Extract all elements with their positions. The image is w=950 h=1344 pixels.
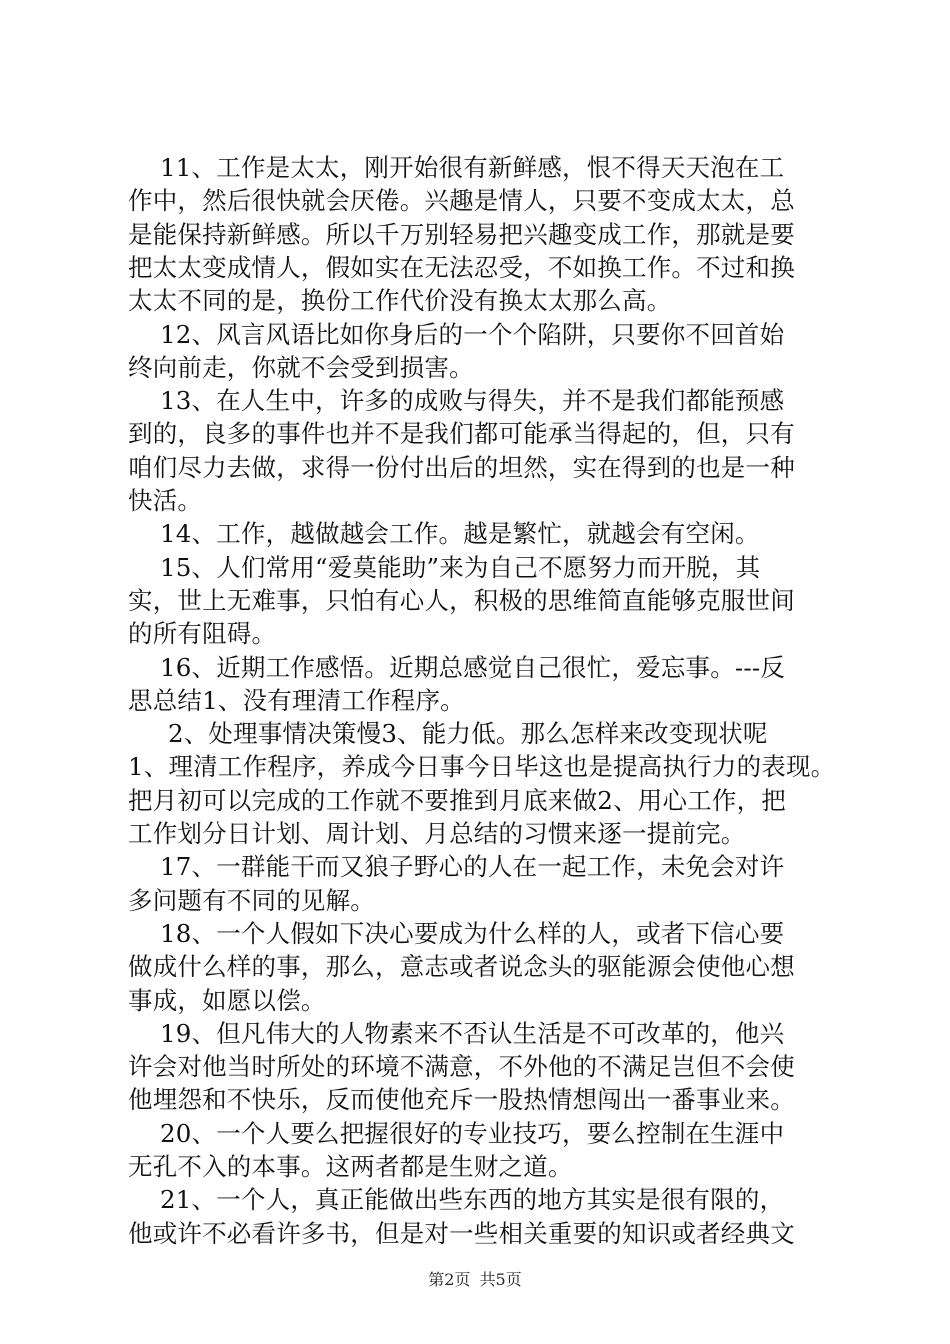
text-line: 实，世上无难事，只怕有心人，积极的思维简直能够克服世间 [128,585,795,615]
text-line: 把月初可以完成的工作就不要推到月底来做2、用心工作，把 [128,785,786,815]
text-line: 思总结1、没有理清工作程序。 [128,685,465,715]
text-line: 太太不同的是，换份工作代价没有换太太那么高。 [128,286,672,316]
text-line: 他或许不必看许多书，但是对一些相关重要的知识或者经典文 [128,1218,795,1248]
text-line: 13、在人生中，许多的成败与得失，并不是我们都能预感 [128,386,785,416]
text-line: 事成，如愿以偿。 [128,985,326,1015]
text-line: 11、工作是太太，刚开始很有新鲜感，恨不得天天泡在工 [128,153,785,182]
text-line: 终向前走，你就不会受到损害。 [128,352,474,382]
text-line: 21、一个人，真正能做出些东西的地方其实是很有限的， [128,1185,785,1215]
text-line: 20、一个人要么把握很好的专业技巧，要么控制在生涯中 [128,1118,785,1148]
text-line: 许会对他当时所处的环境不满意，不外他的不满足岂但不会使 [128,1052,795,1082]
text-line: 1、理清工作程序，养成今日事今日毕这也是提高执行力的表现。 [128,752,836,782]
text-line: 12、风言风语比如你身后的一个个陷阱，只要你不回首始 [128,319,785,349]
text-line: 15、人们常用“爱莫能助”来为自己不愿努力而开脱，其 [128,552,761,582]
text-line: 14、工作，越做越会工作。越是繁忙，就越会有空闲。 [128,519,760,549]
text-line: 快活。 [128,486,203,515]
text-line: 17、一群能干而又狼子野心的人在一起工作，未免会对许 [128,852,785,882]
text-line: 做成什么样的事，那么，意志或者说念头的驱能源会使他心想 [128,952,795,982]
text-line: 多问题有不同的见解。 [128,885,375,915]
text-line: 无孔不入的本事。这两者都是生财之道。 [128,1152,573,1181]
text-line: 19、但凡伟大的人物素来不否认生活是不可改革的，他兴 [128,1018,785,1048]
text-line: 他埋怨和不快乐，反而使他充斥一股热情想闯出一番事业来。 [128,1085,795,1115]
text-line: 工作划分日计划、周计划、月总结的习惯来逐一提前完。 [128,819,746,848]
page-total: 共5页 [479,1270,522,1289]
page-footer [0,1270,950,1290]
text-line: 2、处理事情决策慢3、能力低。那么怎样来改变现状呢 [128,719,768,749]
text-line: 作中，然后很快就会厌倦。兴趣是情人，只要不变成太太，总 [128,186,795,216]
text-line: 是能保持新鲜感。所以千万别轻易把兴趣变成工作，那就是要 [128,219,795,249]
page-number: 第2页 [428,1270,471,1289]
text-line: 把太太变成情人，假如实在无法忍受，不如换工作。不过和换 [128,252,795,282]
text-line: 16、近期工作感悟。近期总感觉自己很忙，爱忘事。---反 [128,652,786,682]
text-line: 到的，良多的事件也并不是我们都可能承当得起的，但，只有 [128,419,795,449]
text-line: 18、一个人假如下决心要成为什么样的人，或者下信心要 [128,918,785,948]
text-line: 的所有阻碍。 [128,619,277,649]
text-line: 咱们尽力去做，求得一份付出后的坦然，实在得到的也是一种 [128,452,795,482]
